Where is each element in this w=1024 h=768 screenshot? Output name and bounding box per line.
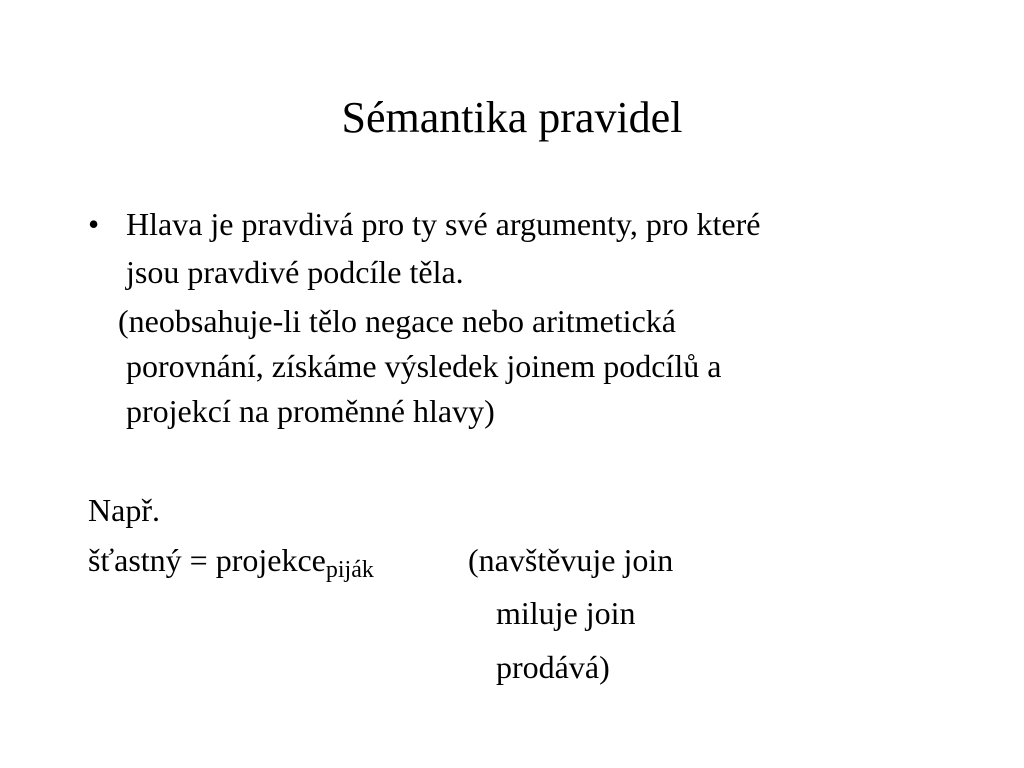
bullet-line-2: jsou pravdivé podcíle těla. xyxy=(126,254,464,290)
bullet-text xyxy=(88,200,948,296)
formula-left: šťastný = projekce xyxy=(88,542,326,578)
bullet-item xyxy=(88,200,948,296)
example-formula xyxy=(88,538,374,586)
slide-title: Sémantika pravidel xyxy=(341,93,683,142)
note-line-3: projekcí na proměnné hlavy) xyxy=(126,393,495,429)
join-line-1: (navštěvuje join xyxy=(468,542,674,578)
note-line-2: porovnání, získáme výsledek joinem podcílů a xyxy=(126,348,722,384)
join-line-3: prodává) xyxy=(496,649,610,685)
bullet-dot-icon: • xyxy=(88,206,100,242)
join-line-2: miluje join xyxy=(496,595,636,631)
note-line-1: (neobsahuje-li tělo negace nebo aritmetická xyxy=(118,303,676,339)
bullet-line-1: Hlava je pravdivá pro ty své argumenty, pro které xyxy=(126,206,761,242)
formula-subscript: piják xyxy=(325,557,374,583)
note-paragraph xyxy=(118,299,948,434)
example-label: Např. xyxy=(88,492,160,528)
